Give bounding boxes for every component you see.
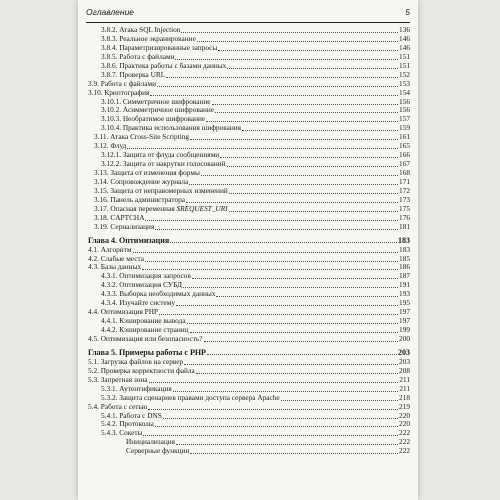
toc-entry-page: 220: [399, 410, 410, 420]
dot-leader: [127, 142, 398, 149]
toc-entry-page: 156: [399, 96, 410, 106]
dot-leader: [186, 196, 398, 203]
dot-leader: [216, 290, 398, 297]
toc-entry-page: 203: [398, 347, 410, 357]
toc-entry-page: 175: [399, 203, 410, 213]
toc-chapter-entry: [88, 236, 410, 246]
toc-entry-label: Глава 5. Примеры работы с PHP: [88, 347, 206, 357]
toc-entry-label: 5.4. Работа с сетью: [88, 401, 148, 411]
toc-entry-page: 136: [399, 25, 410, 34]
dot-leader: [150, 89, 398, 96]
dot-leader: [184, 358, 398, 365]
toc-entry-label: Серверные функции: [126, 446, 190, 456]
toc-entry-page: 187: [399, 271, 410, 281]
toc-entry-page: 151: [399, 51, 410, 61]
dot-leader: [204, 335, 399, 342]
dot-leader: [197, 35, 398, 42]
toc-entry-label: 3.18. CAPTCHA: [94, 212, 145, 222]
dot-leader: [145, 214, 398, 221]
toc-entry-label: 3.8.6. Практика работы с базами данных: [101, 60, 227, 70]
toc-entry-label: 3.9. Работа с файлами: [88, 78, 157, 88]
toc-entry-label: 4.2. Слабые места: [88, 253, 144, 263]
dot-leader: [176, 299, 398, 306]
toc-entry-label: 5.3. Запретная зона: [88, 374, 148, 384]
dot-leader: [227, 62, 398, 69]
dot-leader: [201, 169, 398, 176]
toc-entry-page: 171: [399, 176, 410, 186]
dot-leader: [155, 420, 398, 427]
toc-entry-page: 203: [399, 356, 410, 366]
toc-entry-page: 185: [399, 253, 410, 263]
toc-entry-page: 220: [399, 419, 410, 429]
toc-entry-label: 3.19. Сериализация: [94, 221, 155, 231]
toc-entry-page: 197: [399, 316, 410, 326]
dot-leader: [206, 115, 398, 122]
dot-leader: [157, 80, 398, 87]
toc-entry-label: 5.2. Проверка корректности файла: [88, 365, 195, 375]
toc-entry-label: 3.11. Атака Cross-Site Scripting: [94, 132, 190, 142]
toc-entry-label: 3.13. Защита от изменения формы: [94, 168, 200, 177]
toc-entry-label: 3.12.2. Защита от накрутки голосований: [101, 159, 226, 169]
toc-entry-label: 4.3.1. Оптимизация запросов: [101, 271, 191, 281]
toc-entry: [88, 133, 410, 142]
toc-entry-label: 3.14. Сопровождение журнала: [94, 176, 189, 186]
toc-entry-page: 167: [399, 159, 410, 169]
toc-entry-label: 3.12.1. Защита от флуда сообщениями: [101, 150, 220, 160]
toc-entry-label: 3.12. Флуд: [94, 141, 127, 151]
dot-leader: [212, 98, 399, 105]
toc-entry-label: 4.4.2. Кэширование страниц: [101, 325, 189, 334]
dot-leader: [192, 272, 398, 279]
toc-entry-page: 183: [398, 235, 410, 245]
dot-leader: [148, 403, 398, 410]
dot-leader: [166, 71, 398, 78]
toc-entry-page: 211: [399, 383, 410, 393]
toc-entry-label: 4.3.2. Оптимизация СУБД: [101, 280, 182, 290]
toc-entry-label: 3.16. Панель администратора: [94, 194, 185, 204]
dot-leader: [242, 124, 398, 131]
toc-entry-label: 4.4. Оптимизация PHP: [88, 307, 159, 317]
toc-entry-page: 195: [399, 298, 410, 308]
dot-leader: [190, 133, 398, 140]
dot-leader: [133, 246, 399, 253]
dot-leader: [220, 151, 398, 158]
dot-leader: [190, 447, 398, 454]
dot-leader: [170, 236, 397, 243]
toc-entry-page: 156: [399, 105, 410, 115]
dot-leader: [143, 429, 398, 436]
toc-entry-page: 146: [399, 33, 410, 43]
toc-entry-page: 222: [399, 446, 410, 456]
dot-leader: [145, 255, 398, 262]
dot-leader: [207, 348, 397, 355]
toc-entry-page: 197: [399, 307, 410, 317]
toc-entry-label: 3.17. Опасная переменная $REQUEST_URI: [94, 203, 228, 213]
toc-entry-page: 151: [399, 60, 410, 70]
toc-entry-page: 157: [399, 114, 410, 124]
toc-entry-label: 3.10. Криптография: [88, 87, 150, 97]
toc-entry-label: 4.3.3. Выборка необходимых данных: [101, 289, 216, 299]
toc-entry-label: 3.8.2. Атака SQL Injection: [101, 25, 181, 34]
toc-entry-page: 181: [399, 221, 410, 231]
toc-entry-label: 3.10.1. Симметричное шифрование: [101, 96, 211, 106]
dot-leader: [196, 367, 398, 374]
toc-entry-page: 186: [399, 262, 410, 272]
toc-entry-label: 5.4.2. Протоколы: [101, 419, 154, 429]
toc-entry-label: 4.4.1. Кэширование вывода: [101, 316, 186, 326]
toc-entry-label: 4.3. Базы данных: [88, 262, 142, 272]
dot-leader: [187, 317, 398, 324]
toc-entry-page: 173: [399, 194, 410, 204]
dot-leader: [149, 376, 399, 383]
toc-entry-label: 3.8.4. Параметризированные запросы: [101, 42, 218, 52]
toc-entry-label: 3.8.7. Проверка URL: [101, 69, 166, 79]
toc-entry-label: 3.8.3. Реальное экранирование: [101, 33, 196, 43]
toc-entry-page: 218: [399, 392, 410, 402]
toc-entry-label: 3.8.5. Работа с файлами: [101, 51, 175, 61]
toc-entry: [88, 335, 410, 344]
toc-entry-label: 5.1. Загрузка файлов на сервер: [88, 356, 184, 366]
dot-leader: [159, 308, 398, 315]
toc-entry-page: 154: [399, 87, 410, 97]
toc-entry-page: 222: [399, 437, 410, 447]
toc-entry-label: 4.3.4. Изучайте систему: [101, 298, 176, 308]
toc-entry-label: Инициализация: [126, 437, 176, 447]
dot-leader: [229, 205, 398, 212]
toc-entry-page: 146: [399, 42, 410, 52]
dot-leader: [163, 412, 398, 419]
dot-leader: [175, 53, 398, 60]
toc-entry-label: 5.3.2. Защита сценариев правами доступа сервера Apache: [101, 392, 280, 402]
toc-entry-label: 5.4.1. Работа с DNS: [101, 410, 162, 420]
toc-entry-page: 168: [399, 168, 410, 177]
toc-entry-page: 152: [399, 69, 410, 79]
toc-entry-page: 153: [399, 78, 410, 88]
page-header: [86, 4, 410, 23]
toc-entry-label: 3.10.2. Асимметричное шифрование: [101, 105, 214, 115]
toc-entry-page: 161: [399, 132, 410, 142]
toc-entry-label: 5.3.1. Аутентификация: [101, 383, 172, 393]
toc-entry-page: 191: [399, 280, 410, 290]
toc-entry-page: 208: [399, 365, 410, 375]
dot-leader: [183, 281, 398, 288]
dot-leader: [229, 187, 398, 194]
toc-entry-page: 211: [399, 374, 410, 384]
toc-entry-label: Глава 4. Оптимизация: [88, 235, 170, 245]
dot-leader: [142, 263, 398, 270]
dot-leader: [227, 160, 398, 167]
toc-entry-page: 166: [399, 150, 410, 160]
page-number: 5: [405, 7, 410, 17]
dot-leader: [173, 385, 399, 392]
toc-entry-page: 176: [399, 212, 410, 222]
toc-entry: [88, 223, 410, 232]
toc-entry-label: 3.10.4. Практика использования шифрования: [101, 123, 242, 133]
toc-entry-page: 219: [399, 401, 410, 411]
toc-entry-label: 4.5. Оптимизация или безопасность?: [88, 333, 203, 343]
book-page: [78, 0, 418, 500]
dot-leader: [281, 394, 398, 401]
toc-entry-page: 193: [399, 289, 410, 299]
dot-leader: [215, 106, 398, 113]
dot-leader: [190, 326, 399, 333]
toc-entry-label: 3.15. Защита от неправомерных изменений: [94, 185, 228, 195]
dot-leader: [218, 44, 398, 51]
dot-leader: [176, 438, 398, 445]
toc-entry-page: 222: [399, 428, 410, 438]
toc-entry-page: 165: [399, 141, 410, 151]
dot-leader: [181, 26, 398, 33]
dot-leader: [189, 178, 398, 185]
toc-entry-page: 159: [399, 123, 410, 133]
toc-entry-label: 5.4.3. Сокеты: [101, 428, 143, 438]
running-title: Оглавление: [86, 7, 135, 17]
toc-entry-page: 172: [399, 185, 410, 195]
toc-entry-label: 4.1. Алгоритм: [88, 244, 132, 254]
toc-entry-page: 199: [399, 325, 410, 334]
toc-entry-page: 200: [399, 333, 410, 343]
toc-entry-page: 183: [399, 244, 410, 254]
table-of-contents: [88, 26, 410, 456]
dot-leader: [155, 223, 398, 230]
toc-entry-label: 3.10.3. Необратимое шифрование: [101, 114, 206, 124]
toc-entry-variable: $REQUEST_URI: [176, 203, 228, 213]
toc-entry: [88, 447, 410, 456]
